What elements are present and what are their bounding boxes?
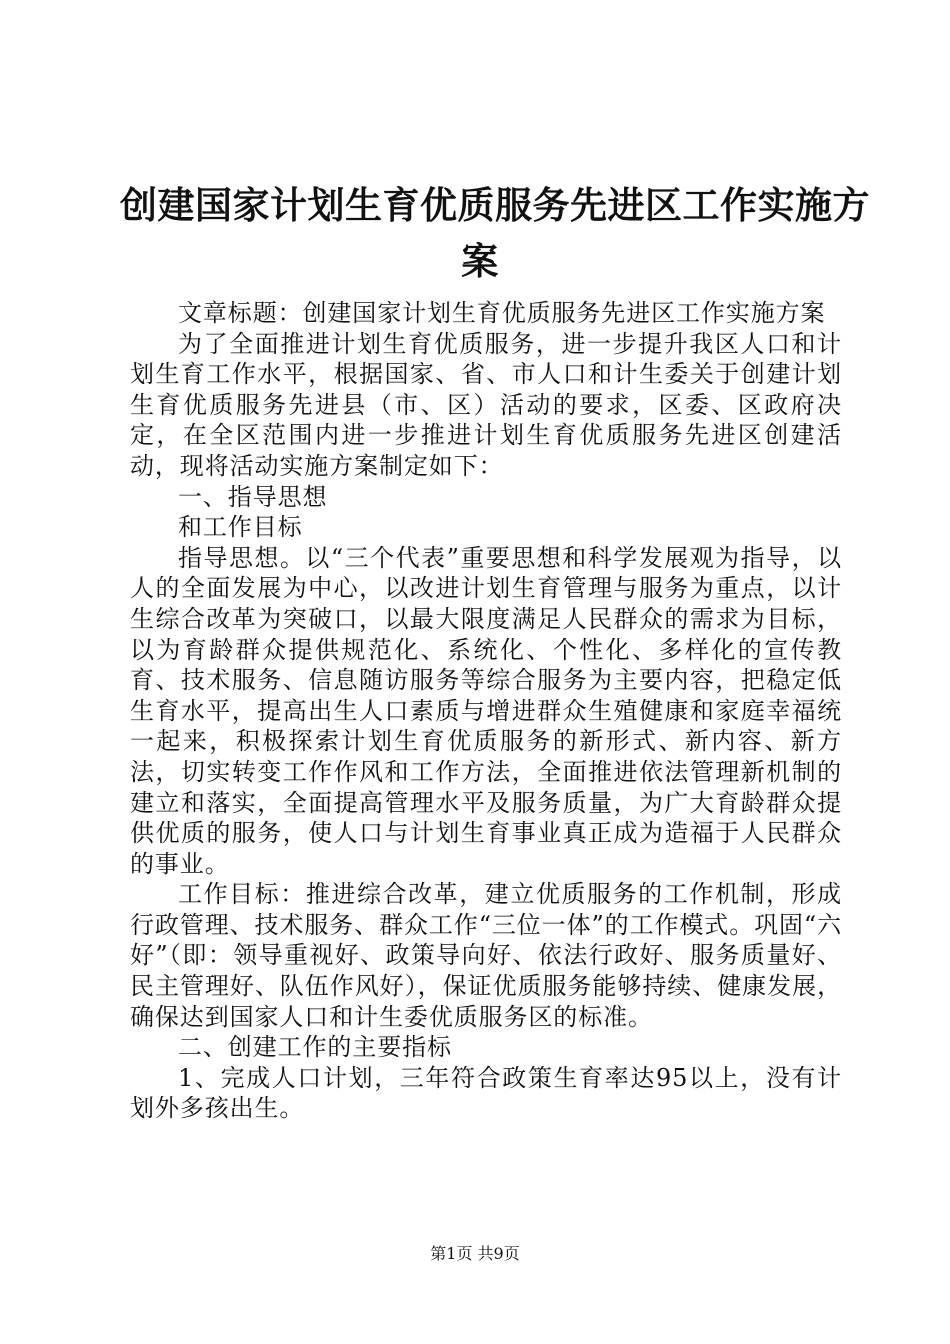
- section-heading-1-continued: 和工作目标: [178, 513, 303, 542]
- paragraph-guiding-ideology: 指导思想。以“三个代表”重要思想和科学发展观为指导，以人的全面发展为中心，以改进计划生育管理与服务为重点，以计生综合改革为突破口，以最大限度满足人民群众的需求为目标，以为育龄群众提供规范化、系统化、个性化、多样化的宣传教育、技术服务、信息随访服务等综合服务为主要内容，把稳定低生育水平，提高出生人口素质与增进群众生殖健康和家庭幸福统一起来，积极探索计划生育优质服务的新形式、新内容、新方法，切实转变工作作风和工作方法，全面推进依法管理新机制的建立和落实，全面提高管理水平及服务质量，为广大育龄群众提供优质的服务，使人口与计划生育事业真正成为造福于人民群众的事业。: [130, 543, 842, 878]
- title-line-1: 创建国家计划生育优质服务先进区工作实施方: [120, 184, 870, 227]
- page-footer: 第1页 共9页: [430, 1244, 520, 1263]
- document-body: [130, 298, 842, 1124]
- title-line-2: 案: [461, 240, 499, 283]
- paragraph-intro: 为了全面推进计划生育优质服务，进一步提升我区人口和计划生育工作水平，根据国家、省、市人口和计生委关于创建计划生育优质服务先进县（市、区）活动的要求，区委、区政府决定，在全区范围内进一步推进计划生育优质服务先进区创建活动，现将活动实施方案制定如下：: [130, 329, 842, 480]
- section-heading-2: 二、创建工作的主要指标: [178, 1033, 452, 1062]
- paragraph-work-goals: 工作目标：推进综合改革，建立优质服务的工作机制，形成行政管理、技术服务、群众工作“三位一体”的工作模式。巩固“六好”（即：领导重视好、政策导向好、依法行政好、服务质量好、民主管理好、队伍作风好），保证优质服务能够持续、健康发展，确保达到国家人口和计生委优质服务区的标准。: [130, 880, 842, 1031]
- section-heading-1: 一、指导思想: [178, 482, 328, 511]
- document-title: [120, 178, 870, 290]
- paragraph-indicator-1: 1、完成人口计划，三年符合政策生育率达95以上，没有计划外多孩出生。: [130, 1063, 842, 1123]
- paragraph-article-title: 文章标题：创建国家计划生育优质服务先进区工作实施方案: [178, 299, 826, 327]
